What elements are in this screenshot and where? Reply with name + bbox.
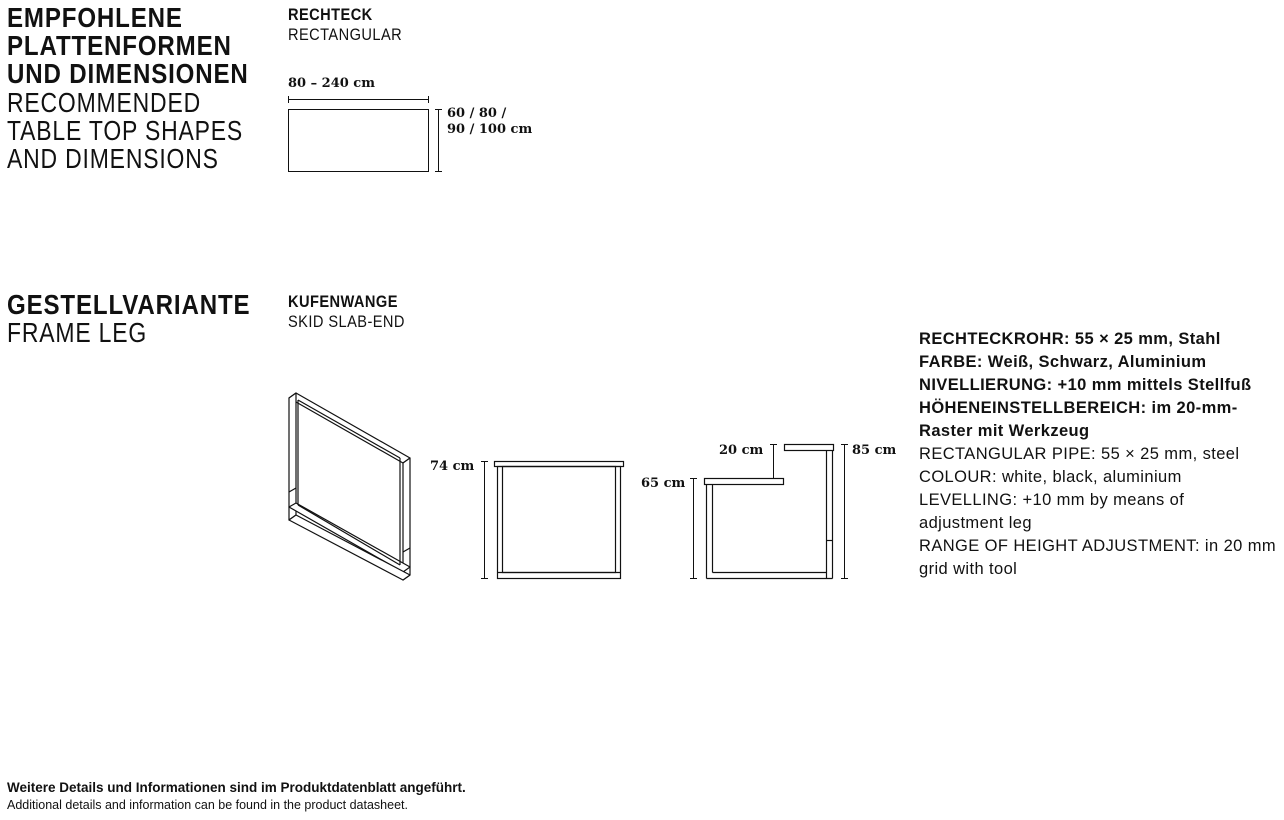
shapes-title-en-line-1: RECOMMENDED (7, 87, 201, 118)
spec-en-height-range (919, 535, 1279, 558)
specifications (919, 328, 1279, 581)
spec-en-colour (919, 466, 1279, 489)
spec-en-height-range-cont (919, 558, 1279, 581)
spec-value: adjustment leg (919, 514, 1032, 532)
fixed-height-frame-front (495, 462, 624, 579)
depth-dimension-line-1: 60 / 80 / (447, 106, 507, 121)
spec-value: im 20-mm- (1146, 399, 1238, 417)
spec-key: HÖHENEINSTELLBEREICH: (919, 399, 1147, 417)
width-dimension-label: 80 – 240 cm (288, 76, 375, 91)
spec-de-height-range-cont (919, 420, 1279, 443)
depth-dimension-line-2: 90 / 100 cm (447, 122, 533, 137)
spec-value: 55 × 25 mm, steel (1096, 445, 1240, 463)
height-fixed-dimension-line (481, 462, 488, 579)
shape-name-de: RECHTECK (288, 5, 373, 24)
adjust-range-dimension-line (770, 445, 777, 479)
spec-key: RECHTECKROHR: (919, 330, 1070, 348)
spec-en-levelling (919, 489, 1279, 512)
shapes-title-de-line-3: UND DIMENSIONEN (7, 58, 249, 89)
spec-de-levelling (919, 374, 1279, 397)
height-low-dimension-line (690, 479, 697, 579)
height-fixed-label: 74 cm (430, 459, 475, 474)
spec-value: +10 mm by means of (1017, 491, 1185, 509)
spec-de-pipe (919, 328, 1279, 351)
spec-de-colour (919, 351, 1279, 374)
spec-value: in 20 mm (1199, 537, 1276, 555)
spec-key: RECTANGULAR PIPE: (919, 445, 1097, 463)
spec-value: grid with tool (919, 560, 1018, 578)
spec-value: Weiß, Schwarz, Aluminium (982, 353, 1207, 371)
spec-value: Raster mit Werkzeug (919, 422, 1090, 440)
shapes-title-en-line-3: AND DIMENSIONS (7, 143, 219, 174)
skid-frame-perspective (289, 393, 410, 580)
spec-key: COLOUR: (919, 468, 997, 486)
height-low-label: 65 cm (641, 476, 686, 491)
spec-key: RANGE OF HEIGHT ADJUSTMENT: (919, 537, 1200, 555)
spec-key: NIVELLIERUNG: (919, 376, 1053, 394)
spec-key: LEVELLING: (919, 491, 1018, 509)
spec-value: white, black, aluminium (996, 468, 1182, 486)
frame-variant-en: SKID SLAB-END (288, 312, 405, 331)
spec-en-pipe (919, 443, 1279, 466)
spec-value: +10 mm mittels Stellfuß (1052, 376, 1252, 394)
shape-name-en: RECTANGULAR (288, 25, 403, 44)
shapes-title-en-line-2: TABLE TOP SHAPES (7, 115, 244, 146)
spec-value: 55 × 25 mm, Stahl (1069, 330, 1221, 348)
spec-key: FARBE: (919, 353, 983, 371)
shapes-title-de-line-2: PLATTENFORMEN (7, 30, 232, 61)
frame-title-en: FRAME LEG (7, 317, 148, 348)
frame-title-de: GESTELLVARIANTE (7, 289, 251, 320)
height-high-label: 85 cm (852, 443, 897, 458)
adjustable-frame-front (705, 445, 834, 579)
adjust-range-label: 20 cm (719, 443, 764, 458)
height-high-dimension-line (841, 445, 848, 579)
frame-variant-de: KUFENWANGE (288, 292, 398, 311)
shapes-title-de-line-1: EMPFOHLENE (7, 2, 183, 33)
spec-de-height-range (919, 397, 1279, 420)
footer-note-en: Additional details and information can be found in the product datasheet. (7, 798, 408, 812)
footer-note-de: Weitere Details und Informationen sind im Produktdatenblatt angeführt. (7, 780, 466, 795)
spec-en-levelling-cont (919, 512, 1279, 535)
